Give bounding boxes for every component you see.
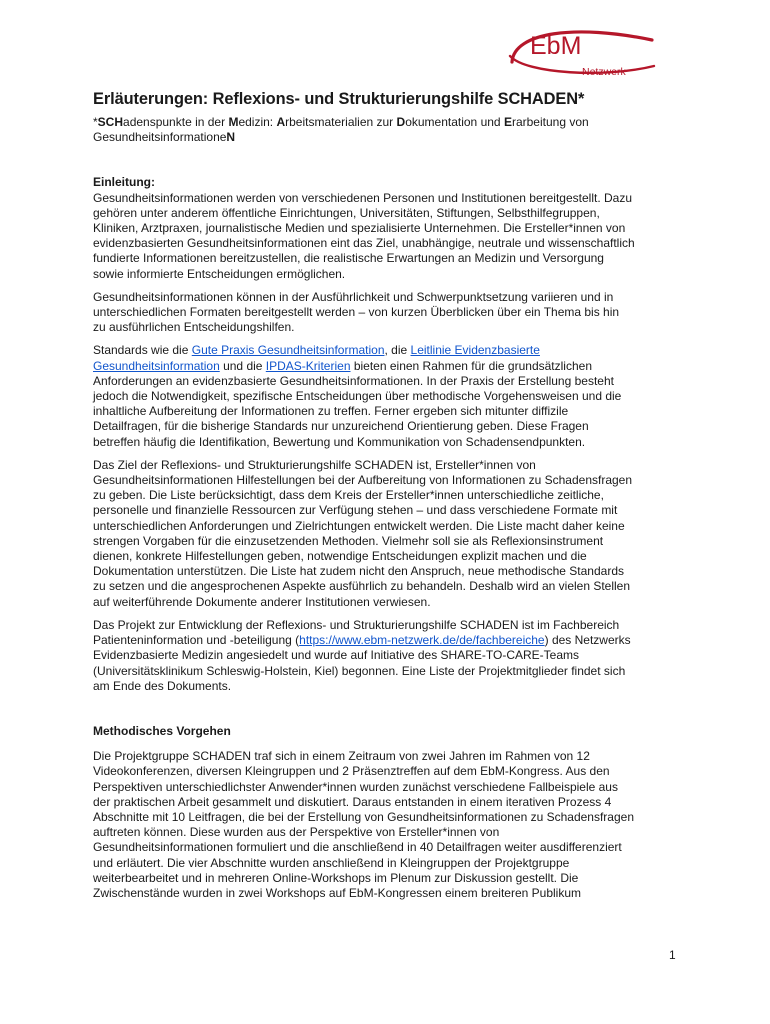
link-leitlinie-part2[interactable]: Gesundheitsinformation: [93, 358, 220, 373]
link-ebm-fachbereiche[interactable]: https://www.ebm-netzwerk.de/de/fachbereiche: [299, 633, 545, 648]
document-content: [93, 89, 683, 901]
methods-heading: Methodisches Vorgehen: [93, 723, 231, 738]
logo-sub-text: Netzwerk: [582, 66, 626, 78]
intro-paragraph-2: Gesundheitsinformationen können in der Ausführlichkeit und Schwerpunktsetzung variieren und in unterschiedlichen Formaten bereitgestellt werden – von kurzen Überblicken über ein Thema bis hin zu ausführlichen Entscheidungshilfen.: [93, 289, 620, 335]
ebm-netzwerk-logo: [506, 22, 656, 82]
link-leitlinie-part1[interactable]: Leitlinie Evidenzbasierte: [410, 343, 540, 358]
logo-main-text: EbM: [530, 32, 582, 60]
link-gute-praxis[interactable]: Gute Praxis Gesundheitsinformation: [191, 343, 385, 358]
intro-paragraph-3: Standards wie die Gute Praxis Gesundheitsinformation, die Leitlinie Evidenzbasierte Gesundheitsinformation und die IPDAS-Kriterien bieten einen Rahmen für die grundsätzlichen Anforderungen an evidenzbasierte Gesundheitsinformationen. In der Praxis der Erstellung besteht jedoch die Notwendigkeit, spezifische Entscheidungen über methodische Vorgehensweisen und die inhaltliche Aufbereitung der Informationen zu treffen. Ferner ergeben sich mitunter diffizile Detailfragen, für die bisherige Standards nur unzureichend Orientierung geben. Diese Fragen betreffen häufig die Identifikation, Bewertung und Kommunikation von Schadensendpunkten.: [93, 343, 622, 449]
methods-paragraph: Die Projektgruppe SCHADEN traf sich in einem Zeitraum von zwei Jahren im Rahmen von 12 Videokonferenzen, diversen Kleingruppen und 2 Präsenztreffen auf dem EbM-Kongress. Aus den Perspektiven unterschiedlichster Anwender*innen wurden zunächst verschiedene Fallbeispiele aus der praktischen Arbeit gesammelt und diskutiert. Daraus entstanden in einem iterativen Prozess 4 Abschnitte mit 10 Leitfragen, die bei der Erstellung von Gesundheitsinformationen zu Schadensfragen auftreten können. Diese wurden aus der Perspektive von Ersteller*innen von Gesundheitsinformationen formuliert und die anschließend in 40 Detailfragen weiter ausdifferenziert und erläutert. Die vier Abschnitte wurden anschließend in Kleingruppen der Projektgruppe weiterbearbeitet und in mehreren Online-Workshops im Plenum zur Diskussion gestellt. Die Zwischenstände wurden in zwei Workshops auf EbM-Kongressen einem breiteren Publikum: [93, 749, 634, 900]
subtitle: *SCHadenspunkte in der Medizin: Arbeitsmaterialien zur Dokumentation und Erarbeitung von GesundheitsinformationeN: [93, 115, 589, 145]
page-number: 1: [669, 948, 676, 962]
link-ipdas[interactable]: IPDAS-Kriterien: [265, 358, 351, 373]
intro-heading: Einleitung:: [93, 175, 155, 190]
intro-paragraph-1: Gesundheitsinformationen werden von verschiedenen Personen und Institutionen bereitgestellt. Dazu gehören unter anderem öffentliche Einrichtungen, Universitäten, Stiftungen, Selbsthilfegruppen, Kliniken, Arztpraxen, journalistische Medien und spezialisierte Unternehmen. Die Ersteller*innen von evidenzbasierten Gesundheitsinformationen eint das Ziel, unabhängige, neutrale und wissenschaftlich fundierte Informationen bereitzustellen, die realistische Erwartungen an Medizin und Versorgung sowie informierte Entscheidungen ermöglichen.: [93, 190, 635, 281]
page-title: Erläuterungen: Reflexions- und Strukturierungshilfe SCHADEN*: [93, 90, 585, 108]
intro-paragraph-4: Das Ziel der Reflexions- und Strukturierungshilfe SCHADEN ist, Ersteller*innen von Gesundheitsinformationen Hilfestellungen bei der Aufbereitung von Informationen zu Schadensfragen zu geben. Die Liste berücksichtigt, dass dem Kreis der Ersteller*innen unterschiedliche zeitliche, personelle und finanzielle Ressourcen zur Verfügung stehen – und dass verschiedene Formate mit unterschiedlichen Anforderungen und Zielrichtungen entwickelt werden. Die Liste macht daher keine strengen Vorgaben für die einzusetzenden Methoden. Vielmehr soll sie als Reflexionsinstrument dienen, konkrete Hilfestellungen geben, notwendige Entscheidungen explizit machen und die Dokumentation unterstützen. Die Liste hat zudem nicht den Anspruch, neue methodische Standards zu setzen und die angesprochenen Aspekte ausführlich zu behandeln. Deshalb wird an vielen Stellen auf weiterführende Dokumente anderer Institutionen verwiesen.: [93, 457, 633, 609]
intro-paragraph-5: Das Projekt zur Entwicklung der Reflexions- und Strukturierungshilfe SCHADEN ist im Fachbereich Patienteninformation und -beteiligung (https://www.ebm-netzwerk.de/de/fachbereiche) des Netzwerks Evidenzbasierte Medizin angesiedelt und wurde auf Initiative des SHARE-TO-CARE-Teams (Universitätsklinikum Schleswig-Holstein, Kiel) begonnen. Eine Liste der Projektmitglieder findet sich am Ende des Dokuments.: [93, 617, 631, 693]
